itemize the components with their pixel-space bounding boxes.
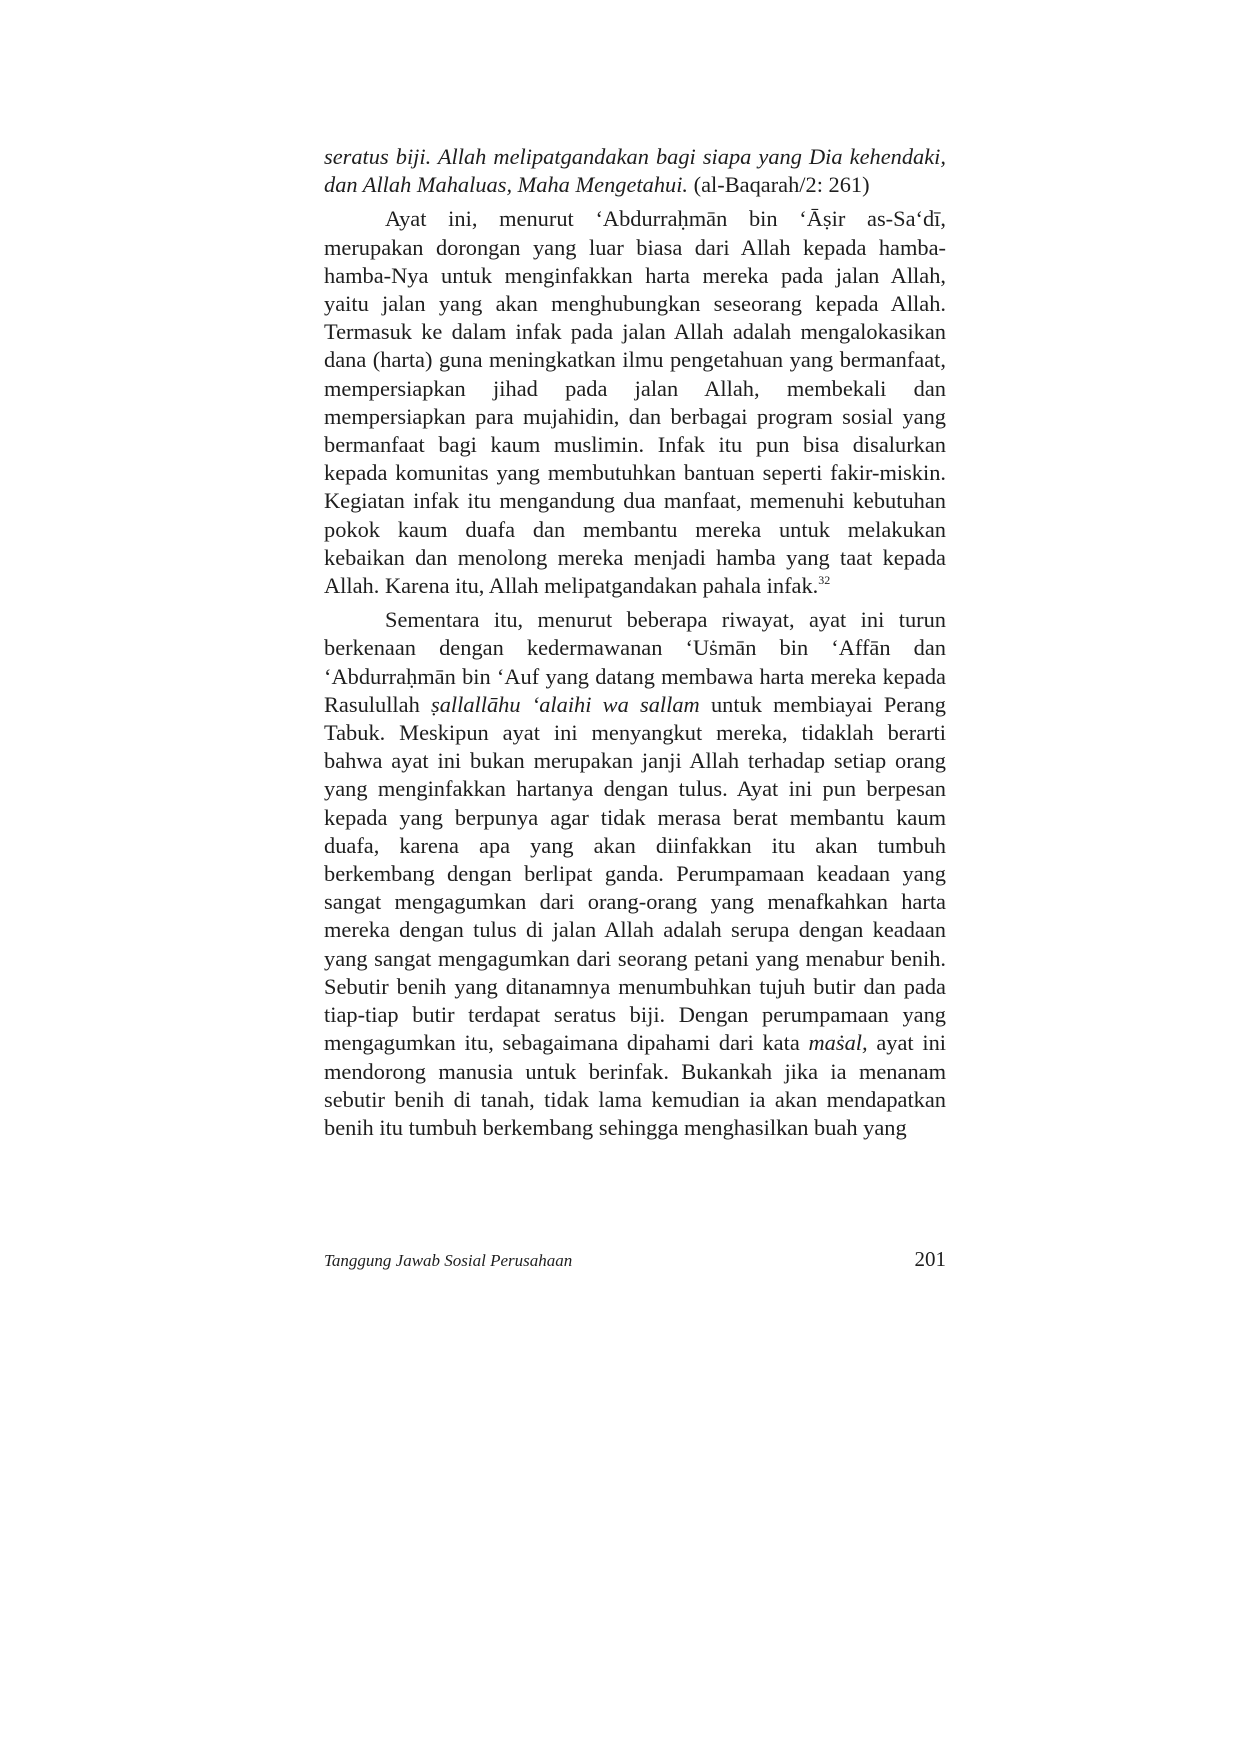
- paragraph-2: [324, 606, 946, 1142]
- paragraph-2-part-1: Sementara itu, menurut beberapa riwayat, ayat ini turun berkenaan dengan kedermawanan ‘Uṡmān bin ‘Affān dan ‘Abdurraḥmān bin ‘Auf yang datang membawa harta mereka kepada Rasulullah: [324, 607, 946, 717]
- page-footer: [324, 1247, 946, 1277]
- quote-italic-text: seratus biji. Allah melipatgandakan bagi siapa yang Dia kehendaki, dan Allah Mahaluas, Maha Mengetahui.: [324, 144, 946, 198]
- quote-citation: (al-Baqarah/2: 261): [688, 172, 870, 198]
- paragraph-2-italic-1: ṣallallāhu ‘alaihi wa sallam: [430, 691, 700, 717]
- paragraph-2-part-3: ayat ini mendorong manusia untuk berinfak. Bukankah jika ia menanam sebutir benih di tanah, tidak lama kemudian ia akan mendapatkan benih itu tumbuh berkembang sehingga menghasilkan buah yang: [324, 1030, 946, 1140]
- paragraph-1-text: Ayat ini, menurut ‘Abdurraḥmān bin ‘Āṣir as-Sa‘dī, merupakan dorongan yang luar biasa dari Allah kepada hamba-hamba-Nya untuk menginfakkan harta mereka pada jalan Allah, yaitu jalan yang akan menghubungkan seseorang kepada Allah. Termasuk ke dalam infak pada jalan Allah adalah mengalokasikan dana (harta) guna meningkatkan ilmu pengetahuan yang bermanfaat, mempersiapkan jihad pada jalan Allah, membekali dan mempersiapkan para mujahidin, dan berbagai program sosial yang bermanfaat bagi kaum muslimin. Infak itu pun bisa disalurkan kepada komunitas yang membutuhkan bantuan seperti fakir-miskin. Kegiatan infak itu mengandung dua manfaat, memenuhi kebutuhan pokok kaum duafa dan membantu mereka untuk melakukan kebaikan dan menolong mereka menjadi hamba yang taat kepada Allah. Karena itu, Allah melipatgandakan pahala infak.: [324, 206, 946, 599]
- running-title: Tanggung Jawab Sosial Perusahaan: [324, 1251, 573, 1270]
- paragraph-2-italic-2: maṡal,: [808, 1030, 868, 1056]
- page-number: 201: [914, 1247, 946, 1271]
- quote-continuation: [324, 143, 946, 199]
- paragraph-1: [324, 205, 946, 600]
- paragraph-2-part-2: untuk membiayai Perang Tabuk. Meskipun ayat ini menyangkut mereka, tidaklah berarti bahwa ayat ini bukan merupakan janji Allah terhadap setiap orang yang menginfakkan hartanya dengan tulus. Ayat ini pun berpesan kepada yang berpunya agar tidak merasa berat membantu kaum duafa, karena apa yang akan diinfakkan itu akan tumbuh berkembang dengan berlipat ganda. Perumpamaan keadaan yang sangat mengagumkan dari orang-orang yang menafkahkan harta mereka dengan tulus di jalan Allah adalah serupa dengan keadaan yang sangat mengagumkan dari seorang petani yang menabur benih. Sebutir benih yang ditanamnya menumbuhkan tujuh butir dan pada tiap-tiap butir terdapat seratus biji. Dengan perumpamaan yang mengagumkan itu, sebagaimana dipahami dari kata: [324, 691, 947, 1056]
- body-text: [324, 143, 946, 1142]
- footnote-ref[interactable]: 32: [818, 573, 831, 588]
